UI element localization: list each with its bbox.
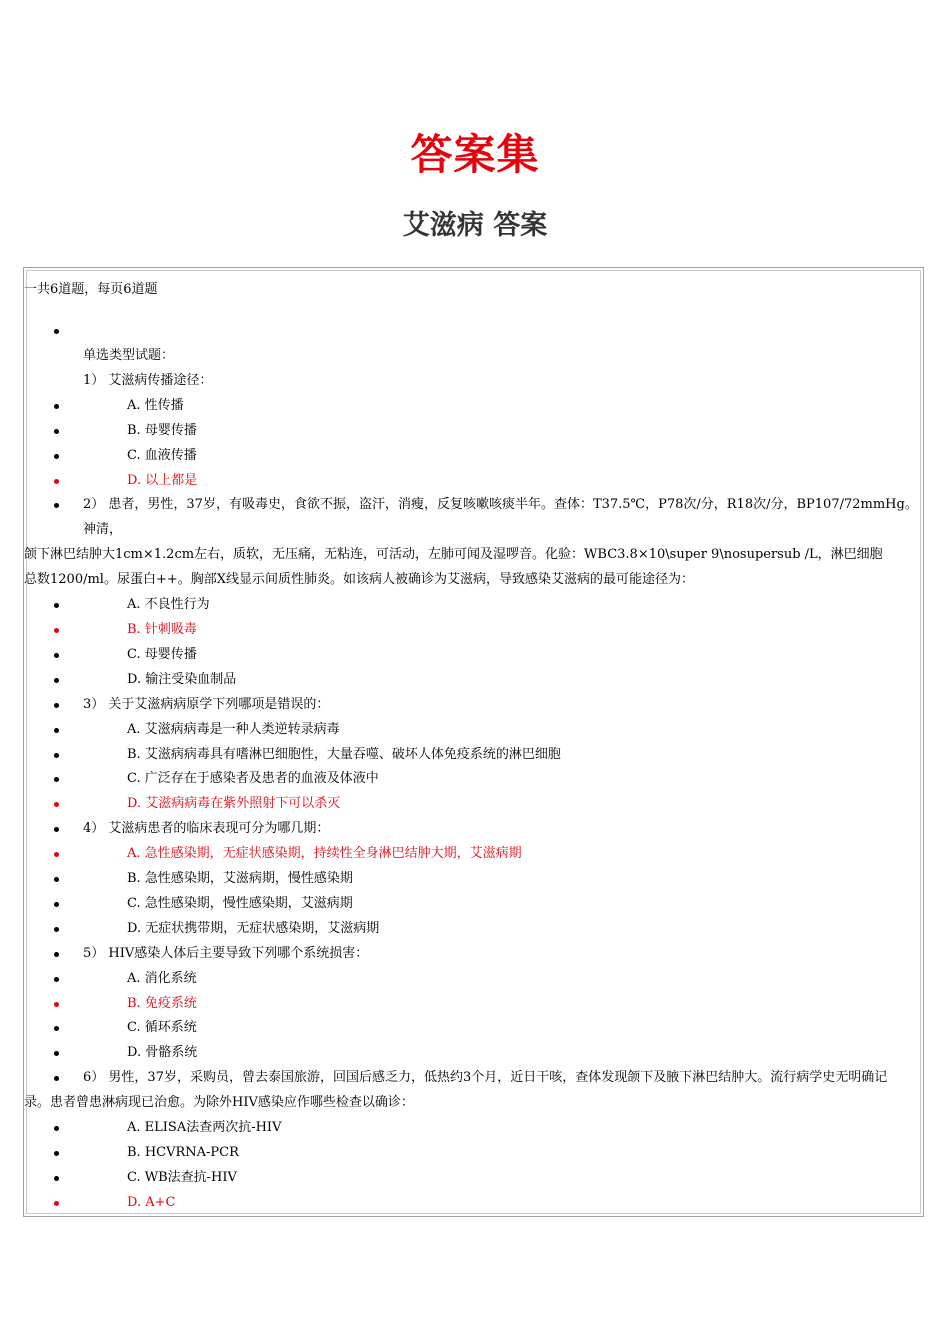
q3-option-c: C. 广泛存在于感染者及患者的血液及体液中 <box>24 767 920 792</box>
q4-option-c: C. 急性感染期，慢性感染期，艾滋病期 <box>24 892 920 917</box>
q6-option-d-answer: D. A+C <box>24 1191 920 1216</box>
q1-option-c: C. 血液传播 <box>24 444 920 469</box>
q2-option-a: A. 不良性行为 <box>24 593 920 618</box>
section-label: 单选类型试题： <box>83 348 175 363</box>
q5-option-c: C. 循环系统 <box>24 1016 920 1041</box>
q4-option-d: D. 无症状携带期，无症状感染期，艾滋病期 <box>24 917 920 942</box>
q3-option-a: A. 艾滋病病毒是一种人类逆转录病毒 <box>24 718 920 743</box>
q1-option-b: B. 母婴传播 <box>24 419 920 444</box>
q6-option-a: A. ELISA法查两次抗-HIV <box>24 1116 920 1141</box>
answer-content <box>24 278 920 1216</box>
question-count: 一共6道题，每页6道题 <box>24 282 158 297</box>
question-6-line1: 6） 男性，37岁，采购员，曾去泰国旅游，回国后感乏力，低热约3个月，近日干咳，查体发现颌下及腋下淋巴结肿大。流行病学史无明确记 <box>83 1070 888 1086</box>
q5-option-a: A. 消化系统 <box>24 967 920 992</box>
page-subtitle: 艾滋病 答案 <box>402 210 548 241</box>
q6-option-b: B. HCVRNA-PCR <box>24 1141 920 1166</box>
question-3-stem: 3） 关于艾滋病病原学下列哪项是错误的： <box>24 693 920 718</box>
q2-option-b-answer: B. 针刺吸毒 <box>24 618 920 643</box>
q5-option-b-answer: B. 免疫系统 <box>24 992 920 1017</box>
q1-option-a: A. 性传播 <box>24 394 920 419</box>
q4-option-b: B. 急性感染期，艾滋病期，慢性感染期 <box>24 867 920 892</box>
question-6-stem <box>24 1066 920 1091</box>
q2-option-d: D. 输注受染血制品 <box>24 668 920 693</box>
page-title: 答案集 <box>410 130 540 179</box>
q2-option-c: C. 母婴传播 <box>24 643 920 668</box>
question-5-stem: 5） HIV感染人体后主要导致下列哪个系统损害： <box>24 942 920 967</box>
question-1-stem: 1） 艾滋病传播途径： <box>83 372 213 388</box>
question-list <box>24 319 920 1216</box>
question-2-line3: 总数1200/ml。尿蛋白++。胸部X线显示间质性肺炎。如该病人被确诊为艾滋病，导致感染艾滋病的最可能途径为： <box>24 572 694 588</box>
question-2-line1: 2） 患者，男性，37岁，有吸毒史，食欲不振，盗汗，消瘦，反复咳嗽咳痰半年。查体：T37.5℃，P78次/分，R18次/分，BP107/72mmHg。神清， <box>83 497 918 538</box>
question-2-stem <box>24 493 920 543</box>
q5-option-d: D. 骨骼系统 <box>24 1041 920 1066</box>
question-2-line2: 颌下淋巴结肿大1cm×1.2cm左右，质软，无压痛，无粘连，可活动，左肺可闻及湿啰音。化验：WBC3.8×10\super 9\nosupersub /L，淋巴细胞 <box>24 547 883 563</box>
question-4-stem: 4） 艾滋病患者的临床表现可分为哪几期： <box>24 817 920 842</box>
question-6-line2: 录。患者曾患淋病现已治愈。为除外HIV感染应作哪些检查以确诊： <box>24 1095 414 1111</box>
q6-option-c: C. WB法查抗-HIV <box>24 1166 920 1191</box>
q1-option-d-answer: D. 以上都是 <box>24 469 920 494</box>
q4-option-a-answer: A. 急性感染期，无症状感染期，持续性全身淋巴结肿大期，艾滋病期 <box>24 842 920 867</box>
answer-panel <box>23 267 924 1217</box>
list-item <box>24 319 920 344</box>
q3-option-d-answer: D. 艾滋病病毒在紫外照射下可以杀灭 <box>24 792 920 817</box>
q3-option-b: B. 艾滋病病毒具有嗜淋巴细胞性，大量吞噬、破坏人体免疫系统的淋巴细胞 <box>24 743 920 768</box>
